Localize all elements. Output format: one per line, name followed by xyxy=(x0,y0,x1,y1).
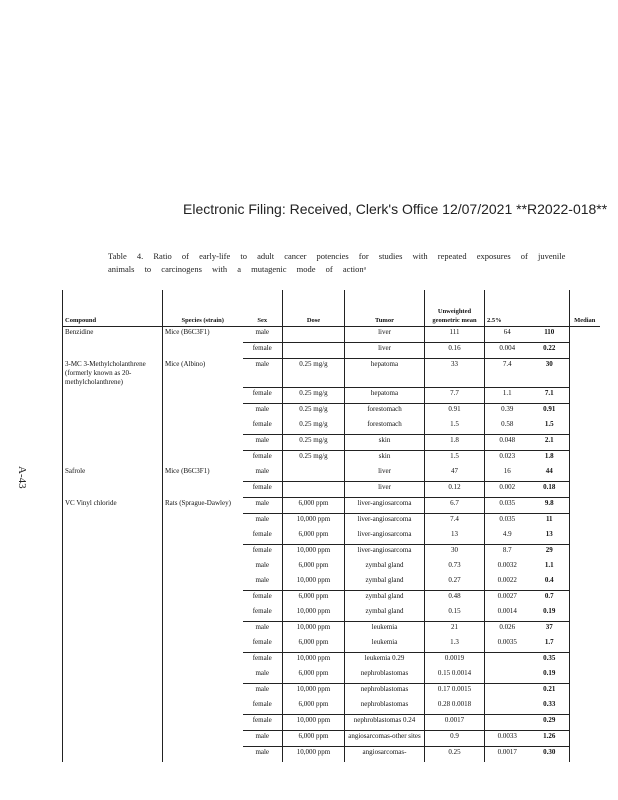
cell-empty xyxy=(570,606,600,622)
cell-tumor: forestomach xyxy=(345,404,425,420)
cell-empty xyxy=(570,747,600,763)
cell-geometric-mean: 21 xyxy=(425,622,485,638)
cell-dose: 6,000 ppm xyxy=(283,498,345,514)
cell-tumor: forestomach xyxy=(345,419,425,435)
cell-sex: male xyxy=(255,561,270,569)
cell-median: 0.18 xyxy=(530,482,570,498)
cell-geometric-mean: 0.15 0.0014 xyxy=(425,668,485,684)
cell-empty xyxy=(570,451,600,467)
cell-species: Mice (B6C3F1) xyxy=(163,466,243,482)
cell-species xyxy=(163,419,243,435)
cell-compound xyxy=(63,622,163,638)
cell-dose: 0.25 mg/g xyxy=(283,359,345,388)
cell-empty xyxy=(570,529,600,545)
cell-sex: female xyxy=(243,591,283,607)
cell-species: Rats (Sprague-Dawley) xyxy=(163,498,243,514)
cell-sex: female xyxy=(243,388,283,404)
cell-dose: 0.25 mg/g xyxy=(283,435,345,451)
cell-median: 13 xyxy=(545,530,553,538)
cell-geometric-mean: 1.5 xyxy=(425,419,485,435)
cell-median: 0.19 xyxy=(543,607,556,615)
cell-geometric-mean: 7.4 xyxy=(425,514,485,530)
cell-species xyxy=(163,388,243,404)
table-row xyxy=(63,699,600,715)
cell-sex: female xyxy=(243,653,283,669)
table-row xyxy=(63,668,600,684)
cell-compound xyxy=(63,575,163,591)
cell-dose: 10,000 ppm xyxy=(283,684,345,700)
cell-median: 44 xyxy=(545,467,553,475)
cell-p2-5: 0.58 xyxy=(485,419,530,435)
cell-dose: 6,000 ppm xyxy=(283,668,345,684)
cell-sex: male xyxy=(243,435,283,451)
cell-p2-5: 7.4 xyxy=(485,359,530,388)
table-row xyxy=(63,327,600,343)
cell-tumor: liver-angiosarcoma xyxy=(345,529,425,545)
cell-compound xyxy=(63,715,163,731)
table-row xyxy=(63,514,600,530)
cell-empty xyxy=(570,715,600,731)
table-row xyxy=(63,466,600,482)
cell-dose: 6,000 ppm xyxy=(283,637,345,653)
cell-geometric-mean: 0.9 xyxy=(425,731,485,747)
cell-empty xyxy=(570,699,600,715)
cell-geometric-mean: 0.15 xyxy=(425,606,485,622)
cell-empty xyxy=(570,668,600,684)
cell-compound xyxy=(63,545,163,561)
table-row xyxy=(63,591,600,607)
table-row xyxy=(63,498,600,514)
cell-species xyxy=(163,653,243,669)
table-row xyxy=(63,575,600,591)
col-header-median: Median xyxy=(570,290,600,327)
cell-dose: 0.25 mg/g xyxy=(283,419,345,435)
cell-p2-5: 0.023 xyxy=(485,451,530,467)
cell-compound: Safrole xyxy=(63,466,163,482)
table-row xyxy=(63,684,600,700)
cell-sex: female xyxy=(252,700,272,708)
cell-tumor: liver xyxy=(345,466,425,482)
col-header-dose: Dose xyxy=(283,290,345,327)
page-number: A-43 xyxy=(16,466,28,489)
cell-tumor: angiosarcomas-other sites xyxy=(345,731,425,747)
cell-compound xyxy=(63,529,163,545)
cell-empty xyxy=(570,653,600,669)
cell-dose: 10,000 ppm xyxy=(283,575,345,591)
cell-median: 0.19 xyxy=(543,669,556,677)
cell-p2-5: 0.0035 xyxy=(485,637,530,653)
cell-compound: Benzidine xyxy=(63,327,163,343)
cell-median: 0.7 xyxy=(530,591,570,607)
cell-species xyxy=(163,404,243,420)
cell-dose: 10,000 ppm xyxy=(283,545,345,561)
col-header-tumor: Tumor xyxy=(345,290,425,327)
cell-empty xyxy=(570,560,600,575)
cell-compound xyxy=(63,451,163,467)
cell-species xyxy=(163,514,243,530)
cell-median: 11 xyxy=(530,514,570,530)
cell-dose xyxy=(283,327,345,343)
cell-median: 110 xyxy=(530,327,570,343)
cell-median: 0.22 xyxy=(530,343,570,359)
cell-median: 0.29 xyxy=(530,715,570,731)
cell-compound xyxy=(63,435,163,451)
cell-species xyxy=(163,529,243,545)
table-row xyxy=(63,622,600,638)
cell-compound xyxy=(63,343,163,359)
cell-species xyxy=(163,482,243,498)
cell-species xyxy=(163,435,243,451)
cell-p2-5: 0.39 xyxy=(485,404,530,420)
cell-empty xyxy=(570,482,600,498)
cell-sex: female xyxy=(243,343,283,359)
cell-geometric-mean: 7.7 xyxy=(425,388,485,404)
cell-median: 30 xyxy=(530,359,570,388)
cell-empty xyxy=(570,731,600,747)
cell-compound xyxy=(63,514,163,530)
cell-sex: male xyxy=(243,327,283,343)
table-caption: Table 4. Ratio of early-life to adult cancer potencies for studies with repeated exposures of juvenile animals to carcinogens with a mutagenic mode of actionᵃ xyxy=(108,251,566,274)
cell-compound xyxy=(63,699,163,715)
cell-compound xyxy=(63,482,163,498)
cell-compound xyxy=(63,637,163,653)
cell-geometric-mean: 0.48 xyxy=(425,591,485,607)
cell-empty xyxy=(570,684,600,700)
cell-species xyxy=(163,637,243,653)
cell-p2-5: 16 xyxy=(485,466,530,482)
cell-species xyxy=(163,606,243,622)
cell-compound xyxy=(63,388,163,404)
table-row xyxy=(63,451,600,467)
cell-compound xyxy=(63,653,163,669)
table-row xyxy=(63,715,600,731)
cell-median: 1.1 xyxy=(544,561,554,569)
cell-dose: 0.25 mg/g xyxy=(283,451,345,467)
cell-p2-5: 0.004 xyxy=(485,343,530,359)
cell-tumor: zymbal gland xyxy=(345,560,425,575)
cell-geometric-mean: 6.7 xyxy=(425,498,485,514)
cell-dose: 10,000 ppm xyxy=(283,606,345,622)
cell-empty xyxy=(570,435,600,451)
table-row xyxy=(63,388,600,404)
cell-dose: 0.25 mg/g xyxy=(283,404,345,420)
cell-compound xyxy=(63,684,163,700)
cell-empty xyxy=(570,591,600,607)
cell-geometric-mean: 0.91 xyxy=(425,404,485,420)
cell-empty xyxy=(570,404,600,420)
cell-geometric-mean: 1.3 xyxy=(425,637,485,653)
cell-geometric-mean: 111 xyxy=(425,327,485,343)
cell-p2-5: 0.0022 xyxy=(485,575,530,591)
cell-dose xyxy=(283,482,345,498)
cell-dose: 6,000 ppm xyxy=(283,591,345,607)
cell-median: 0.21 xyxy=(530,684,570,700)
cell-sex: male xyxy=(243,514,283,530)
cell-sex: male xyxy=(243,404,283,420)
cell-sex: male xyxy=(255,669,270,677)
cell-tumor: skin xyxy=(345,451,425,467)
cell-p2-5: 0.0033 xyxy=(485,731,530,747)
cell-sex: male xyxy=(243,622,283,638)
cell-geometric-mean: 1.5 xyxy=(425,451,485,467)
cell-geometric-mean: 0.16 xyxy=(425,343,485,359)
table-row xyxy=(63,529,600,545)
table-row xyxy=(63,359,600,388)
table-row xyxy=(63,482,600,498)
cell-median: 1.5 xyxy=(544,420,554,428)
cell-sex: female xyxy=(252,638,272,646)
cell-compound xyxy=(63,404,163,420)
cell-tumor: zymbal gland xyxy=(345,591,425,607)
cell-p2-5: 0.035 xyxy=(485,514,530,530)
cell-sex: male xyxy=(255,467,270,475)
cell-sex: female xyxy=(243,451,283,467)
table-row xyxy=(63,419,600,435)
cell-tumor: leukemia xyxy=(345,637,425,653)
cell-tumor: hepatoma xyxy=(345,388,425,404)
cell-species xyxy=(163,731,243,747)
cell-geometric-mean: 0.28 0.0018 xyxy=(425,699,485,715)
cell-sex: female xyxy=(243,482,283,498)
cell-empty xyxy=(570,498,600,514)
cell-species xyxy=(163,668,243,684)
table-body xyxy=(63,327,600,763)
cell-median: 37 xyxy=(530,622,570,638)
cell-tumor: liver xyxy=(345,343,425,359)
cell-geometric-mean: 0.27 xyxy=(425,575,485,591)
cell-compound xyxy=(63,560,163,575)
cell-geometric-mean: 0.12 xyxy=(425,482,485,498)
cell-empty xyxy=(570,343,600,359)
table-row xyxy=(63,545,600,561)
cell-sex: male xyxy=(243,359,283,388)
cell-p2-5: 64 xyxy=(485,327,530,343)
cell-dose: 10,000 ppm xyxy=(283,715,345,731)
cell-median: 2.1 xyxy=(530,435,570,451)
cell-dose: 6,000 ppm xyxy=(283,560,345,575)
cell-tumor: hepatoma xyxy=(345,359,425,388)
cell-tumor: leukemia xyxy=(345,622,425,638)
cell-median: 0.4 xyxy=(544,576,554,584)
cell-tumor: nephroblastomas xyxy=(345,684,425,700)
cell-tumor: liver xyxy=(345,482,425,498)
cell-dose: 6,000 ppm xyxy=(283,731,345,747)
cell-species xyxy=(163,560,243,575)
cell-p2-5 xyxy=(485,668,530,684)
filing-stamp: Electronic Filing: Received, Clerk's Office 12/07/2021 **R2022-018** xyxy=(183,201,608,217)
cell-species: Mice (B6C3F1) xyxy=(163,327,243,343)
cell-species xyxy=(163,451,243,467)
cell-empty xyxy=(570,637,600,653)
cell-p2-5: 0.0014 xyxy=(485,606,530,622)
table-row xyxy=(63,343,600,359)
cell-tumor: angiosarcomas- xyxy=(345,747,425,763)
cell-tumor: zymbal gland xyxy=(345,606,425,622)
cell-empty xyxy=(570,388,600,404)
cell-sex: female xyxy=(252,530,272,538)
cell-empty xyxy=(570,359,600,388)
cell-median: 7.1 xyxy=(530,388,570,404)
cell-p2-5 xyxy=(485,684,530,700)
cell-sex: male xyxy=(255,576,270,584)
col-header-p2-5: 2.5% xyxy=(485,290,530,327)
cell-species: Mice (Albino) xyxy=(163,359,243,388)
cell-median: 1.7 xyxy=(544,638,554,646)
cell-compound xyxy=(63,747,163,763)
cell-p2-5: 0.0017 xyxy=(485,747,530,763)
cell-dose: 10,000 ppm xyxy=(283,747,345,763)
cell-geometric-mean: 0.0019 xyxy=(425,653,485,669)
cell-p2-5: 0.0032 xyxy=(485,560,530,575)
cell-sex: male xyxy=(243,684,283,700)
table-row xyxy=(63,435,600,451)
cell-compound xyxy=(63,606,163,622)
cell-sex: male xyxy=(243,731,283,747)
cell-compound: 3-MC 3-Methylcholanthrene (formerly known as 20-methylcholanthrene) xyxy=(63,359,163,388)
cell-median: 29 xyxy=(530,545,570,561)
cell-compound: VC Vinyl chloride xyxy=(63,498,163,514)
cell-geometric-mean: 0.17 0.0015 xyxy=(425,684,485,700)
cell-tumor: liver xyxy=(345,327,425,343)
cell-geometric-mean: 0.73 xyxy=(425,560,485,575)
cell-tumor: nephroblastomas xyxy=(345,668,425,684)
cell-median: 9.8 xyxy=(530,498,570,514)
table-row xyxy=(63,637,600,653)
cell-compound xyxy=(63,731,163,747)
cell-dose: 10,000 ppm xyxy=(283,514,345,530)
cell-empty xyxy=(570,622,600,638)
table-row xyxy=(63,404,600,420)
cell-median: 1.8 xyxy=(530,451,570,467)
table-row xyxy=(63,731,600,747)
cell-species xyxy=(163,622,243,638)
cell-dose: 10,000 ppm xyxy=(283,622,345,638)
potency-ratio-table xyxy=(62,290,600,762)
cell-p2-5: 0.026 xyxy=(485,622,530,638)
cell-empty xyxy=(570,466,600,482)
cell-tumor: nephroblastomas xyxy=(345,699,425,715)
cell-empty xyxy=(570,327,600,343)
cell-sex: female xyxy=(252,420,272,428)
col-header-sex: Sex xyxy=(243,290,283,327)
cell-species xyxy=(163,715,243,731)
cell-empty xyxy=(570,545,600,561)
cell-tumor: liver-angiosarcoma xyxy=(345,545,425,561)
cell-tumor: zymbal gland xyxy=(345,575,425,591)
cell-compound xyxy=(63,591,163,607)
cell-sex: male xyxy=(243,747,283,763)
cell-dose: 10,000 ppm xyxy=(283,653,345,669)
table-row xyxy=(63,747,600,763)
cell-sex: female xyxy=(252,607,272,615)
cell-geometric-mean: 33 xyxy=(425,359,485,388)
cell-median: 0.33 xyxy=(543,700,556,708)
cell-geometric-mean: 30 xyxy=(425,545,485,561)
cell-tumor: liver-angiosarcoma xyxy=(345,498,425,514)
cell-p2-5: 0.002 xyxy=(485,482,530,498)
cell-median: 0.91 xyxy=(530,404,570,420)
cell-dose: 0.25 mg/g xyxy=(283,388,345,404)
cell-dose: 6,000 ppm xyxy=(283,699,345,715)
cell-empty xyxy=(570,514,600,530)
cell-p2-5: 4.9 xyxy=(485,529,530,545)
table-row xyxy=(63,560,600,575)
cell-tumor: skin xyxy=(345,435,425,451)
cell-dose: 6,000 ppm xyxy=(283,529,345,545)
cell-compound xyxy=(63,419,163,435)
cell-geometric-mean: 0.25 xyxy=(425,747,485,763)
cell-geometric-mean: 0.0017 xyxy=(425,715,485,731)
cell-p2-5 xyxy=(485,699,530,715)
cell-species xyxy=(163,545,243,561)
cell-species xyxy=(163,575,243,591)
cell-dose xyxy=(283,466,345,482)
cell-tumor: liver-angiosarcoma xyxy=(345,514,425,530)
cell-sex: male xyxy=(243,498,283,514)
col-header-compound: Compound xyxy=(63,290,163,327)
col-header-species: Species (strain) xyxy=(163,290,243,327)
table-header-row xyxy=(63,290,600,327)
cell-tumor: leukemia 0.29 xyxy=(345,653,425,669)
cell-dose xyxy=(283,343,345,359)
cell-p2-5 xyxy=(485,653,530,669)
cell-geometric-mean: 13 xyxy=(425,529,485,545)
cell-geometric-mean: 47 xyxy=(425,466,485,482)
cell-median: 1.26 xyxy=(530,731,570,747)
cell-species xyxy=(163,747,243,763)
table-row xyxy=(63,606,600,622)
cell-median: 0.35 xyxy=(530,653,570,669)
cell-sex: female xyxy=(243,545,283,561)
cell-species xyxy=(163,684,243,700)
cell-tumor: nephroblastomas 0.24 xyxy=(345,715,425,731)
col-header-blank xyxy=(530,290,570,327)
cell-p2-5: 0.0027 xyxy=(485,591,530,607)
cell-empty xyxy=(570,575,600,591)
cell-p2-5 xyxy=(485,715,530,731)
cell-median: 0.30 xyxy=(530,747,570,763)
cell-p2-5: 0.048 xyxy=(485,435,530,451)
table-row xyxy=(63,653,600,669)
cell-p2-5: 1.1 xyxy=(485,388,530,404)
cell-species xyxy=(163,699,243,715)
cell-geometric-mean: 1.8 xyxy=(425,435,485,451)
cell-compound xyxy=(63,668,163,684)
cell-empty xyxy=(570,419,600,435)
col-header-geometric-mean: Unweighted geometric mean xyxy=(425,290,485,327)
cell-species xyxy=(163,343,243,359)
cell-p2-5: 8.7 xyxy=(485,545,530,561)
cell-species xyxy=(163,591,243,607)
cell-p2-5: 0.035 xyxy=(485,498,530,514)
cell-sex: female xyxy=(243,715,283,731)
